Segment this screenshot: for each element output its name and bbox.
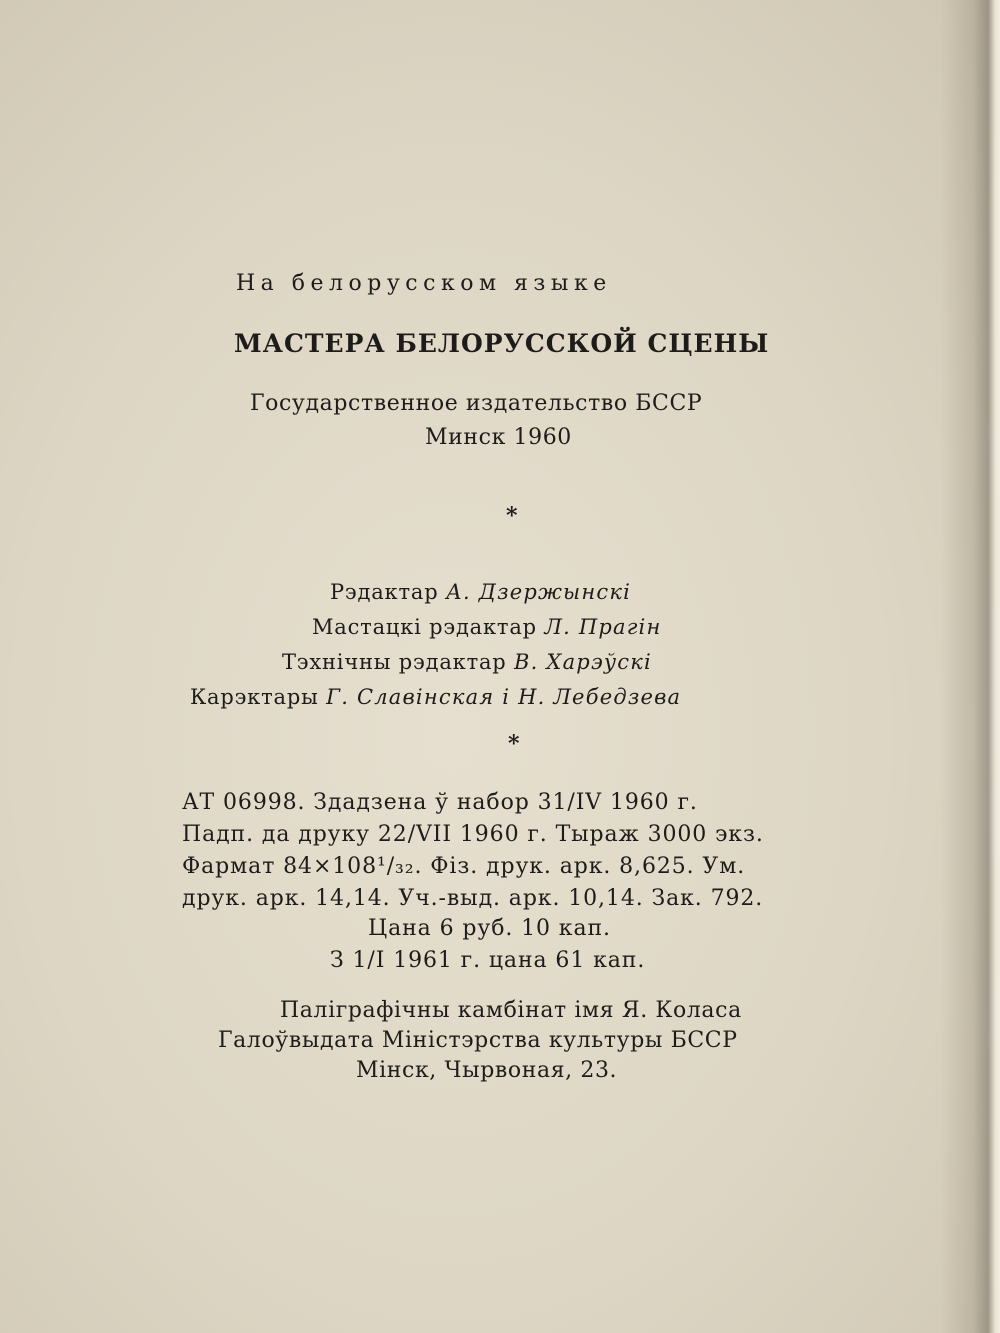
page-gutter-shadow — [940, 0, 1000, 1333]
credit-editor — [330, 582, 631, 603]
credit-technical-editor — [282, 652, 652, 673]
credit-role: Карэктары — [190, 685, 319, 709]
credit-person: Г. Славінская і Н. Лебедзева — [326, 685, 682, 709]
credit-proofreaders — [190, 687, 681, 708]
credit-role: Рэдактар — [330, 580, 439, 604]
imprint-line: Фармат 84×108¹/₃₂. Фіз. друк. арк. 8,625. Ум. — [182, 854, 746, 879]
imprint-price: Цана 6 руб. 10 кап. — [368, 916, 611, 941]
imprint-line: друк. арк. 14,14. Уч.-выд. арк. 10,14. Зак. 792. — [182, 886, 764, 911]
language-note: На белорусском языке — [236, 271, 612, 296]
credit-person: Л. Прагін — [544, 615, 662, 639]
imprint-new-price: З 1/I 1961 г. цана 61 кап. — [330, 948, 646, 973]
publisher-name: Государственное издательство БССР — [250, 391, 703, 416]
imprint-line: Падп. да друку 22/VII 1960 г. Тыраж 3000 экз. — [182, 822, 764, 847]
credit-art-editor — [312, 617, 662, 638]
publication-city-year: Минск 1960 — [425, 425, 572, 450]
printer-line: Мінск, Чырвоная, 23. — [356, 1058, 618, 1083]
imprint-line: АТ 06998. Здадзена ў набор 31/IV 1960 г. — [182, 790, 698, 815]
printer-line: Галоўвыдата Міністэрства культуры БССР — [218, 1028, 738, 1053]
separator-asterisk: * — [508, 731, 520, 757]
book-title: МАСТЕРА БЕЛОРУССКОЙ СЦЕНЫ — [234, 329, 770, 358]
credit-person: В. Харэўскі — [514, 650, 652, 674]
separator-asterisk: * — [506, 503, 518, 529]
credit-role: Тэхнічны рэдактар — [282, 650, 507, 674]
printer-line: Паліграфічны камбінат імя Я. Коласа — [280, 998, 742, 1023]
credit-person: А. Дзержынскі — [445, 580, 632, 604]
credit-role: Мастацкі рэдактар — [312, 615, 537, 639]
